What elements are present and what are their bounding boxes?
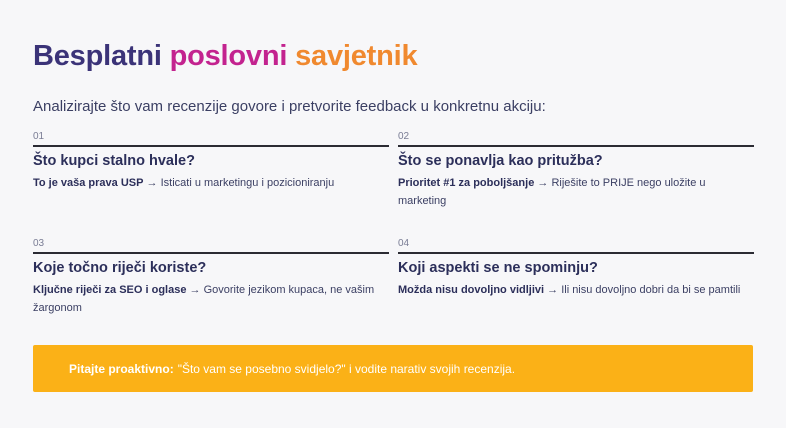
title-word-besplatni: Besplatni	[33, 40, 162, 72]
card-body	[33, 174, 389, 192]
banner-bold: Pitajte proaktivno:	[69, 361, 174, 376]
card-number: 02	[398, 131, 410, 142]
tip-card-2	[398, 130, 754, 210]
card-body-text: Riješite to PRIJE nego uložite u marketing	[398, 177, 706, 207]
card-number: 03	[33, 238, 45, 249]
card-divider	[33, 252, 389, 254]
card-body	[398, 281, 754, 299]
title-word-poslovni: poslovni	[169, 40, 288, 72]
page-subtitle: Analizirajte što vam recenzije govore i pretvorite feedback u konkretnu akciju:	[33, 98, 546, 115]
card-body-bold: Prioritet #1 za poboljšanje	[398, 177, 535, 189]
tip-card-3	[33, 237, 389, 317]
tip-card-1	[33, 130, 389, 192]
banner-text: "Što vam se posebno svidjelo?" i vodite narativ svojih recenzija.	[177, 361, 516, 376]
card-body-text: Isticati u marketingu i pozicioniranju	[160, 177, 335, 189]
card-body-bold: To je vaša prava USP	[33, 177, 144, 189]
arrow-right-icon: →	[547, 284, 559, 296]
page-title	[33, 40, 417, 73]
arrow-right-icon: →	[189, 284, 201, 296]
arrow-right-icon: →	[537, 177, 549, 189]
title-word-savjetnik: savjetnik	[295, 40, 418, 72]
card-heading: Koje točno riječi koriste?	[33, 260, 207, 276]
card-heading: Što se ponavlja kao pritužba?	[398, 153, 603, 169]
card-heading: Što kupci stalno hvale?	[33, 153, 195, 169]
card-heading: Koji aspekti se ne spominju?	[398, 260, 598, 276]
card-body-text: Govorite jezikom kupaca, ne vašim žargonom	[33, 284, 375, 314]
card-body-bold: Ključne riječi za SEO i oglase	[33, 284, 187, 296]
card-body	[398, 174, 754, 210]
card-divider	[33, 145, 389, 147]
arrow-right-icon: →	[146, 177, 158, 189]
card-divider	[398, 145, 754, 147]
tip-card-4	[398, 237, 754, 299]
card-body-text: Ili nisu dovoljno dobri da bi se pamtili	[561, 284, 741, 296]
tip-banner	[33, 345, 753, 392]
card-body	[33, 281, 389, 317]
card-body-bold: Možda nisu dovoljno vidljivi	[398, 284, 545, 296]
card-number: 04	[398, 238, 410, 249]
card-divider	[398, 252, 754, 254]
card-number: 01	[33, 131, 45, 142]
